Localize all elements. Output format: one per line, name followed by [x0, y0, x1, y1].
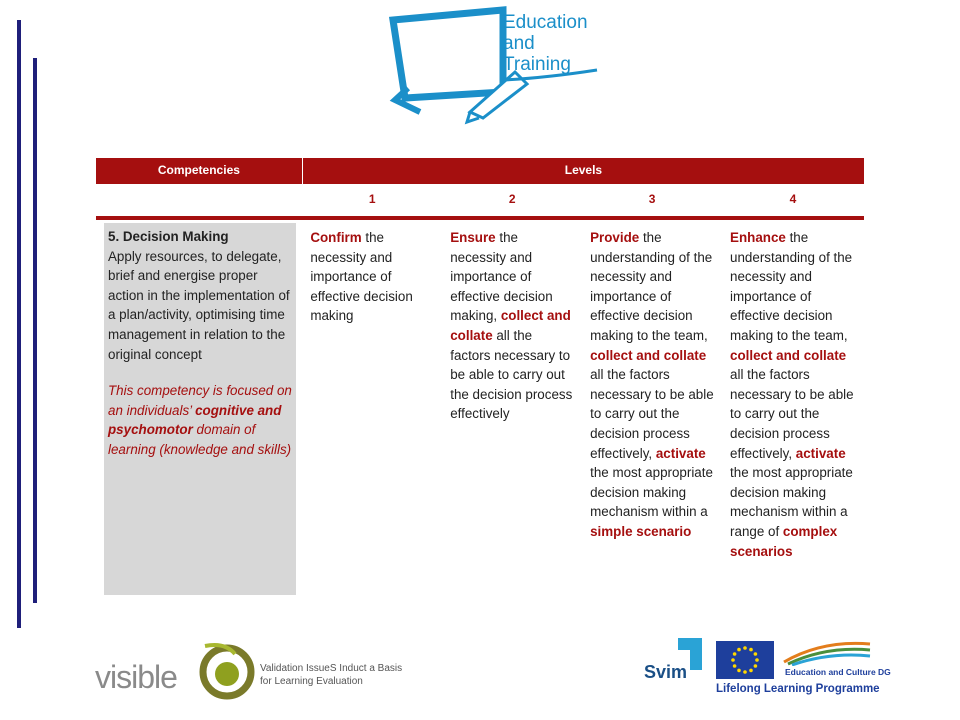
dg-swoosh-icon	[782, 638, 872, 666]
competency-note	[108, 381, 292, 459]
logo-text	[503, 12, 588, 75]
level-2-number: 2	[442, 184, 582, 218]
level-3-cell	[582, 218, 722, 595]
level-3-keyword-1: Provide	[590, 230, 640, 245]
competency-table	[96, 158, 864, 595]
header-row	[96, 158, 864, 184]
dg-label: Education and Culture DG	[785, 667, 891, 677]
level-4-keyword-2: collect and collate	[730, 347, 847, 363]
eu-stars-icon	[716, 641, 774, 679]
left-bar-outer	[17, 20, 21, 628]
note-text-2: domain of learning (knowledge and skills)	[108, 422, 292, 457]
visible-logo	[95, 640, 425, 700]
competency-panel	[104, 223, 296, 595]
visible-tagline	[260, 662, 402, 688]
level-2-keyword-2: collect and collate	[450, 308, 571, 343]
level-3-keyword-4: simple scenario	[590, 523, 692, 539]
level-3-body-3: the most appropriate decision making mechanism within a	[590, 465, 713, 520]
header-competencies: Competencies	[96, 158, 302, 184]
level-4-keyword-3: activate	[795, 445, 846, 461]
logo-line-3: Training	[503, 54, 571, 75]
level-2-keyword-1: Ensure	[450, 230, 496, 245]
llp-label: Lifelong Learning Programme	[716, 683, 880, 695]
svim-wordmark: Svim	[644, 662, 688, 682]
note-bold: cognitive and psychomotor	[108, 402, 282, 438]
level-2-body-2: all the factors necessary to be able to carry out the decision process effectively	[450, 327, 573, 422]
logo-line-2: and	[503, 33, 535, 54]
visible-wordmark: visible	[95, 659, 177, 695]
level-4-body-2: all the factors necessary to be able to carry out the decision process effectively,	[730, 367, 854, 461]
svim-logo	[640, 636, 710, 696]
header-levels: Levels	[302, 158, 864, 184]
level-3-number: 3	[582, 184, 722, 218]
level-3-body-1: the understanding of the necessity and importance of effective decision making to the team,	[590, 230, 713, 343]
level-1-text	[302, 220, 442, 326]
level-4-keyword-4: complex scenarios	[730, 523, 838, 559]
level-3-keyword-2: collect and collate	[590, 347, 707, 363]
competency-title: 5. Decision Making	[108, 229, 229, 244]
level-3-keyword-3: activate	[655, 445, 706, 461]
level-4-cell	[722, 218, 864, 595]
level-3-text	[582, 220, 722, 542]
level-1-cell	[302, 218, 442, 595]
level-4-body-1: the understanding of the necessity and importance of effective decision making to the team,	[730, 230, 853, 343]
decision-making-row	[96, 218, 864, 595]
level-4-keyword-1: Enhance	[730, 230, 786, 245]
level-2-body-1: the necessity and importance of effective decision making,	[450, 230, 553, 324]
eu-flag	[716, 641, 774, 679]
level-3-body-2: all the factors necessary to be able to carry out the decision process effectively,	[590, 367, 714, 461]
levels-row-spacer	[96, 184, 302, 218]
levels-row	[96, 184, 864, 218]
level-2-text	[442, 220, 582, 424]
tagline-line-1: Validation IssueS Induct a Basis	[260, 663, 403, 674]
tagline-line-2: for Learning Evaluation	[260, 676, 363, 687]
level-4-body-3: the most appropriate decision making mechanism within a range of	[730, 465, 853, 539]
level-1-number: 1	[302, 184, 442, 218]
competency-cell	[96, 218, 302, 595]
level-1-body: the necessity and importance of effective decision making	[310, 230, 413, 324]
level-2-cell	[442, 218, 582, 595]
left-bar-inner	[33, 58, 37, 603]
visible-swirl-icon	[195, 640, 255, 700]
level-1-keyword: Confirm	[310, 230, 362, 245]
competency-description: Apply resources, to delegate, brief and energise proper action in the implementation of a plan/activity, optimising time management in relation to the original concept	[108, 248, 290, 362]
logo-line-1: Education	[503, 12, 588, 33]
level-4-text	[722, 220, 864, 561]
note-text-1: This competency is focused on an individuals’	[108, 383, 292, 418]
level-4-number: 4	[722, 184, 864, 218]
